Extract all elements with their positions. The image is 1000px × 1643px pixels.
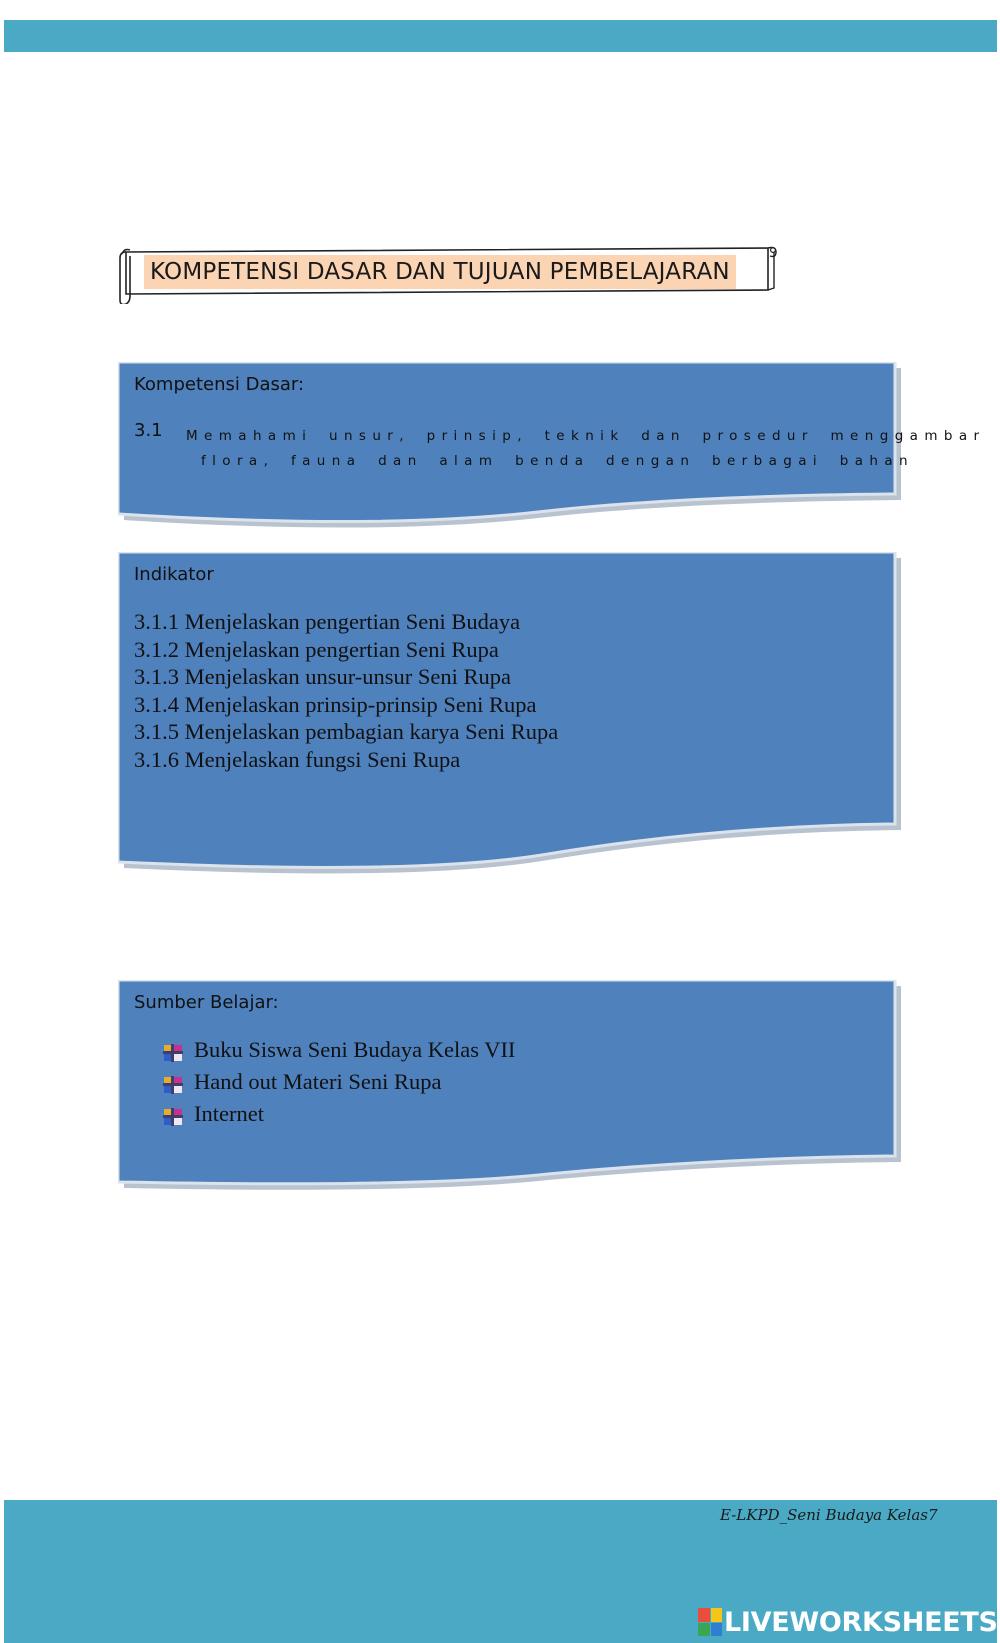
indikator-panel bbox=[118, 552, 901, 892]
list-item-label: Buku Siswa Seni Budaya Kelas VII bbox=[194, 1037, 516, 1062]
liveworksheets-logo[interactable] bbox=[698, 1605, 998, 1639]
kompetensi-heading: Kompetensi Dasar: bbox=[134, 374, 305, 395]
list-item: 3.1.3 Menjelaskan unsur-unsur Seni Rupa bbox=[134, 664, 511, 689]
list-item bbox=[162, 1098, 515, 1130]
sumber-list bbox=[162, 1034, 515, 1130]
list-item bbox=[162, 1034, 515, 1066]
title-scroll-banner bbox=[118, 240, 780, 300]
indikator-list bbox=[134, 608, 558, 773]
list-item: 3.1.5 Menjelaskan pembagian karya Seni Rupa bbox=[134, 719, 559, 744]
kompetensi-dasar-panel bbox=[118, 362, 986, 542]
list-item: 3.1.2 Menjelaskan pengertian Seni Rupa bbox=[134, 636, 499, 662]
list-item-label: Hand out Materi Seni Rupa bbox=[194, 1069, 442, 1094]
list-item: 3.1.6 Menjelaskan fungsi Seni Rupa bbox=[134, 746, 461, 772]
page-title: KOMPETENSI DASAR DAN TUJUAN PEMBELAJARAN bbox=[144, 255, 736, 289]
liveworksheets-brand: LIVEWORKSHEETS bbox=[724, 1606, 998, 1638]
footer-caption: E-LKPD_Seni Budaya Kelas7 bbox=[720, 1506, 938, 1524]
bullet-icon bbox=[162, 1040, 184, 1060]
kompetensi-text-line1: Memahami unsur, prinsip, teknik dan prosedur menggambar bbox=[186, 428, 986, 444]
bullet-icon bbox=[162, 1104, 184, 1124]
kompetensi-number: 3.1 bbox=[134, 420, 163, 441]
bullet-icon bbox=[162, 1072, 184, 1092]
list-item: 3.1.4 Menjelaskan prinsip-prinsip Seni Rupa bbox=[134, 691, 537, 717]
kompetensi-text bbox=[186, 424, 986, 474]
sumber-heading: Sumber Belajar: bbox=[134, 992, 279, 1013]
list-item: 3.1.1 Menjelaskan pengertian Seni Budaya bbox=[134, 609, 521, 634]
liveworksheets-logo-icon bbox=[698, 1608, 722, 1636]
sumber-belajar-panel bbox=[118, 980, 901, 1204]
list-item bbox=[162, 1066, 515, 1098]
indikator-heading: Indikator bbox=[134, 564, 214, 585]
list-item-label: Internet bbox=[194, 1101, 264, 1126]
kompetensi-text-line2: flora, fauna dan alam benda dengan berbagai bahan bbox=[201, 453, 914, 469]
top-header-bar bbox=[4, 20, 997, 52]
